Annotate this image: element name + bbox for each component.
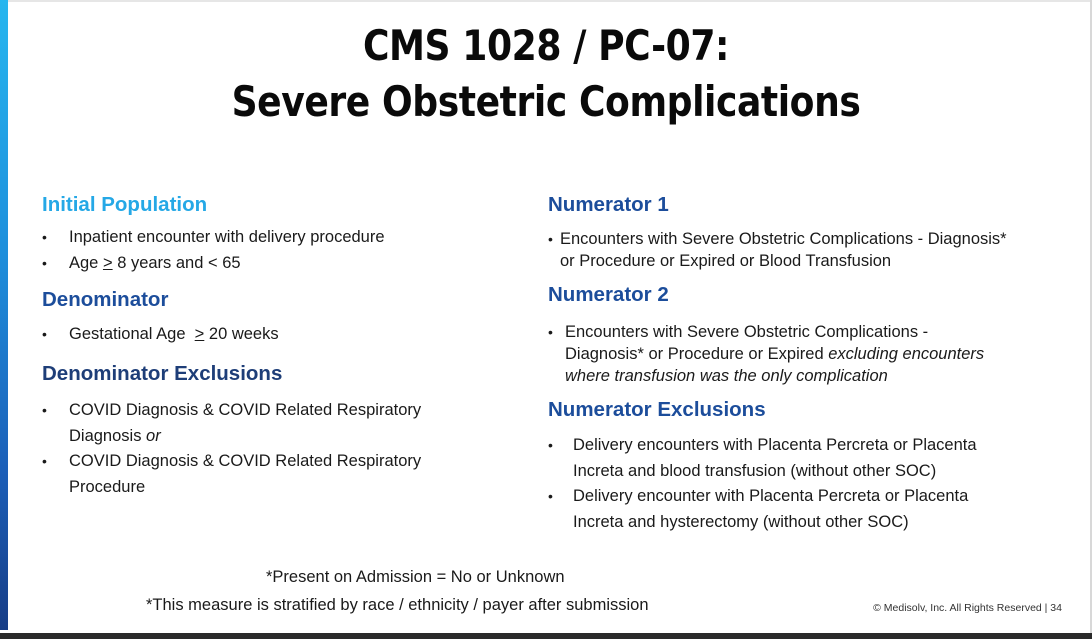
denominator-exclusions-list	[42, 398, 421, 500]
bullet-text: Procedure	[69, 477, 146, 496]
footnote-present-on-admission: *Present on Admission = No or Unknown	[266, 568, 565, 586]
list-item	[42, 398, 421, 449]
list-item	[42, 225, 385, 251]
bullet-icon: •	[548, 488, 553, 504]
list-item	[548, 321, 984, 387]
bullet-icon: •	[42, 402, 47, 418]
top-border	[0, 0, 1092, 2]
italic-or: or	[146, 426, 161, 445]
bullet-text: Increta and hysterectomy (without other SOC)	[573, 512, 909, 531]
bullet-text-suffix: 20 weeks	[204, 325, 279, 343]
numerator-2-list	[548, 321, 984, 387]
numerator-1-list	[548, 228, 1007, 272]
age-prefix: Age	[69, 253, 103, 272]
copyright-page-number: © Medisolv, Inc. All Rights Reserved | 34	[873, 602, 1062, 614]
bullet-text: COVID Diagnosis & COVID Related Respiratory	[69, 401, 422, 419]
slide-title	[76, 18, 1015, 130]
list-item	[548, 484, 977, 535]
list-item	[42, 251, 385, 277]
bullet-text: Diagnosis* or Procedure or Expired	[565, 345, 829, 363]
bottom-border	[0, 633, 1092, 639]
numerator-2-heading: Numerator 2	[548, 283, 669, 306]
list-item	[548, 433, 977, 484]
title-line-1: CMS 1028 / PC-07:	[362, 21, 730, 70]
bullet-text-italic: where transfusion was the only complication	[565, 367, 888, 385]
left-accent-bar	[0, 0, 8, 630]
numerator-exclusions-heading: Numerator Exclusions	[548, 398, 766, 421]
bullet-text: Delivery encounter with Placenta Percreta or Placenta	[573, 487, 969, 505]
footnote-stratification: *This measure is stratified by race / ethnicity / payer after submission	[146, 596, 649, 614]
bullet-icon: •	[42, 453, 47, 469]
initial-population-list	[42, 225, 385, 276]
numerator-exclusions-list	[548, 433, 977, 535]
bullet-text: or Procedure or Expired or Blood Transfusion	[560, 252, 892, 270]
denominator-exclusions-heading: Denominator Exclusions	[42, 362, 283, 385]
bullet-icon: •	[42, 326, 47, 342]
list-item	[42, 449, 421, 500]
bullet-icon: •	[42, 254, 47, 271]
bullet-text-italic: excluding encounters	[828, 345, 985, 363]
bullet-text: 8 years and < 65	[117, 253, 241, 272]
bullet-text: COVID Diagnosis & COVID Related Respiratory	[69, 452, 422, 470]
bullet-icon: •	[548, 231, 553, 247]
bullet-text: Gestational Age	[69, 325, 195, 343]
bullet-text: Encounters with Severe Obstetric Complications - Diagnosis*	[560, 230, 1007, 248]
denominator-heading: Denominator	[42, 288, 169, 311]
title-line-2: Severe Obstetric Complications	[231, 77, 861, 126]
list-item	[548, 228, 1007, 272]
list-item	[42, 322, 279, 348]
bullet-text: Diagnosis	[69, 426, 147, 445]
greater-equal-symbol: >	[102, 253, 113, 272]
greater-equal-symbol: >	[194, 325, 205, 343]
bullet-text: Increta and blood transfusion (without other SOC)	[573, 461, 937, 480]
bullet-text: Encounters with Severe Obstetric Complications -	[565, 323, 929, 341]
bullet-icon: •	[548, 437, 553, 453]
bullet-icon: •	[42, 229, 47, 245]
initial-population-heading: Initial Population	[42, 193, 208, 216]
bullet-text: Inpatient encounter with delivery procedure	[69, 228, 385, 246]
bullet-text: Delivery encounters with Placenta Percreta or Placenta	[573, 436, 977, 454]
numerator-1-heading: Numerator 1	[548, 193, 669, 216]
bullet-icon: •	[548, 324, 553, 340]
denominator-list	[42, 322, 279, 348]
